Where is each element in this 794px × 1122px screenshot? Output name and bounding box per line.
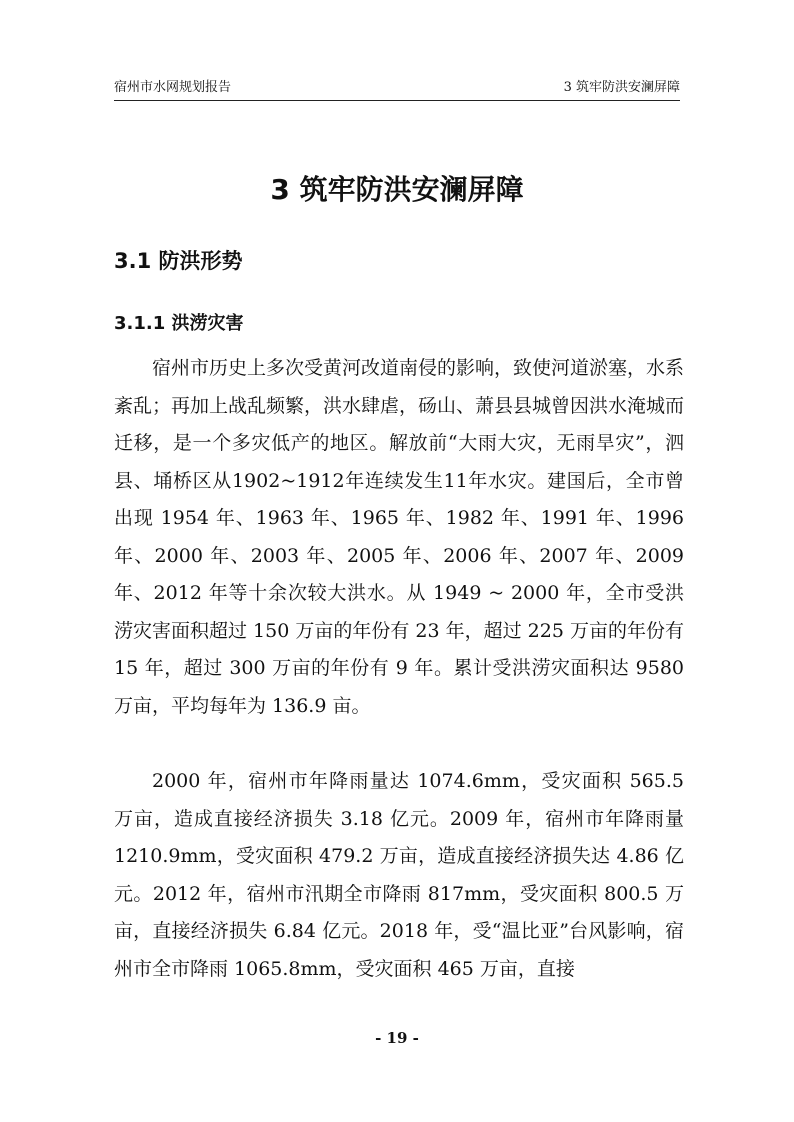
header-report-title: 宿州市水网规划报告 xyxy=(114,80,232,95)
header-chapter-title: 3 筑牢防洪安澜屏障 xyxy=(563,80,680,95)
subsection-heading: 3.1.1 洪涝灾害 xyxy=(114,313,244,334)
chapter-title: 3 筑牢防洪安澜屏障 xyxy=(270,173,524,206)
body-paragraph: 2000 年，宿州市年降雨量达 1074.6mm，受灾面积 565.5 万亩，造成直接经济损失 3.18 亿元。2009 年，宿州市年降雨量 1210.9mm，受灾面积 479.2 万亩，造成直接经济损失达 4.86 亿元。2012 年，宿州市汛期全市降雨 817mm，受灾面积 800.5 万亩，直接经济损失 6.84 亿元。2018 年，受“温比亚”台风影响，宿州市全市降雨 1065.8mm，受灾面积 465 万亩，直接 xyxy=(114,770,684,980)
section-heading: 3.1 防洪形势 xyxy=(114,249,243,273)
body-paragraph: 宿州市历史上多次受黄河改道南侵的影响，致使河道淤塞，水系紊乱；再加上战乱频繁，洪水肆虐，砀山、萧县县城曾因洪水淹城而迁移，是一个多灾低产的地区。解放前“大雨大灾，无雨旱灾”，泗县、埇桥区从1902~1912年连续发生11年水灾。建国后，全市曾出现 1954 年、1963 年、1965 年、1982 年、1991 年、1996 年、2000 年、2003 年、2005 年、2006 年、2007 年、2009 年、2012 年等十余次较大洪水。从 1949 ~ 2000 年，全市受洪涝灾害面积超过 150 万亩的年份有 23 年，超过 225 万亩的年份有 15 年，超过 300 万亩的年份有 9 年。累计受洪涝灾面积达 9580 万亩，平均每年为 136.9 亩。 xyxy=(114,357,685,717)
page-number: - 19 - xyxy=(375,1029,419,1047)
running-header xyxy=(114,78,680,101)
